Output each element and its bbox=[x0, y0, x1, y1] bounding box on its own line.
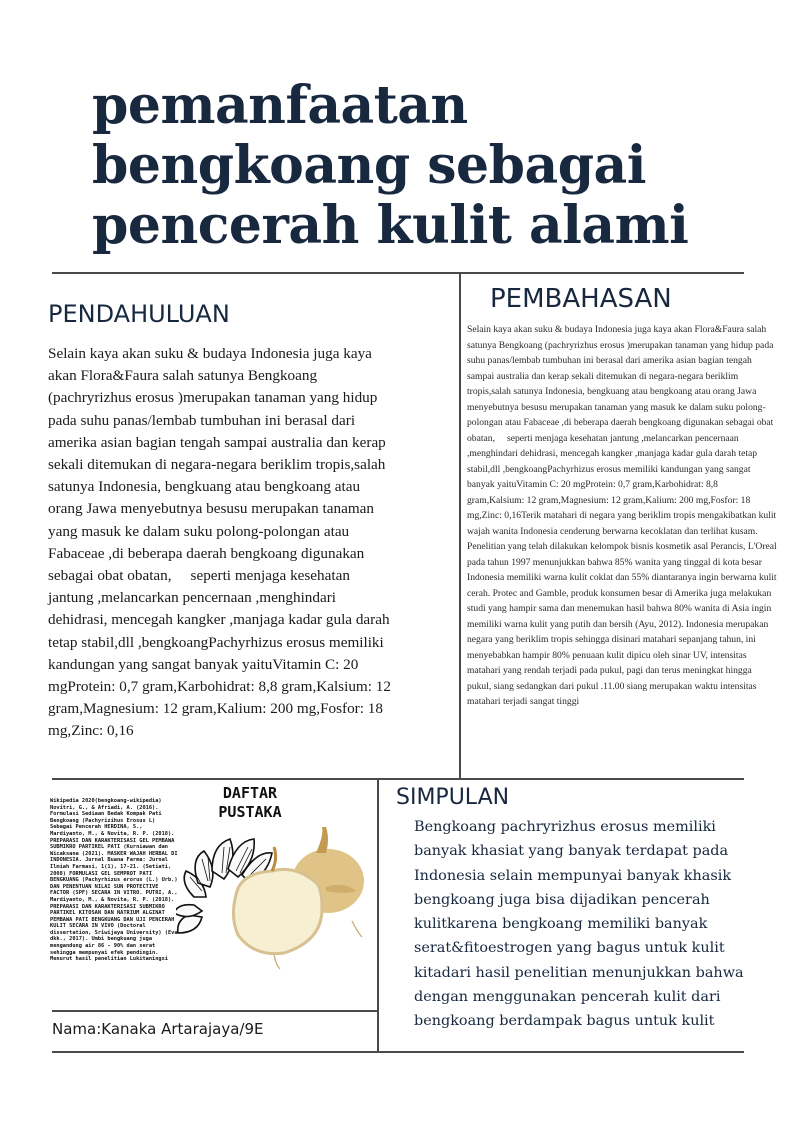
middle-divider bbox=[52, 778, 744, 780]
simpulan-text: Bengkoang pachryrizhus erosus memiliki banyak khasiat yang banyak terdapat pada Indonesia selain mempunyai banyak khasik bengkoang juga bisa dijadikan pencerah kulitkarena bengkoang memiliki banyak serat&fitoestrogen yang bagus untuk kulit kitadari hasil penelitian menunjukkan bahwa dengan menggunakan pencerah kulit dari bengkoang berdampak bagus untuk kulit bbox=[414, 819, 744, 1030]
pembahasan-text: Selain kaya akan suku & budaya Indonesia juga kaya akan Flora&Faura salah satunya Bengkoang (pachryrizhus erosus )merupakan tanaman yang hidup pada suhu panas/lembab tumbuhan ini berasal dari amerika asian bagian tengah sampai australia dan kerap sekali ditemukan di negara-negara beriklim tropis,salah satunya Indonesia, bengkuang atau bengkoang atau orang Jawa menyebutnya besusu merupakan tanaman yang masuk ke dalam suku polong-polongan atau Fabaceae ,di beberapa daerah bengkoang digunakan sebagai obat obatan, seperti menjaga kesehatan jantung ,melancarkan pencernaan ,menghindari dehidrasi, mencegah kangker ,manjaga kadar gula darah tetap stabil,dll ,bengkoangPachyrhizus erosus memiliki kandungan yang sangat banyak yaituVitamin C: 20 mgProtein: 0,7 gram,Karbohidrat: 8,8 gram,Kalsium: 12 gram,Magnesium: 12 gram,Kalium: 200 mg,Fosfor: 18 mg,Zinc: 0,16Terik matahari di negara yang beriklim tropis mengakibatkan kulit wajah wanita Indonesia cenderung berwarna kecoklatan dan terlihat kusam. Penelitian yang telah dilakukan kelompok bisnis kosmetik asal Perancis, L'Oreal pada tahun 1997 menunjukkan bahwa 85% wanita yang tinggal di kota besar Indonesia memiliki warna kulit coklat dan 55% diantaranya ingin berwarna kulit cerah. Protec and Gamble, produk konsumen besar di Amerika juga melakukan studi yang hampir sama dan menemukan hasil bahwa 80% wanita di Asia ingin memiliki warna kulit yang putih dan bersih (Ayu, 2012). Indonesia merupakan negara yang beriklim tropis sehingga disinari matahari sepanjang tahun, ini menyebabkan hampir 80% penuaan kulit dipicu oleh sinar UV, intensitas matahari yang rendah terjadi pada pukul, pagi dan terus meningkat hingga pukul, siang sedangkan dari pukul .11.00 siang merupakan waktu intensitas matahari terjadi sangat tinggi bbox=[467, 324, 780, 707]
bottom-column-divider bbox=[377, 778, 379, 1051]
reference-list: Wikipedia 2020(bengkoang-wikipedia) Novitri, G., & Afriadi, A. (2016). Formulasi Sediaan Bedak Kompak Pati Bengkoang (Pachyrizihus Erosus L) Sebagai Pencerah HERDINA, S., Mardiyanto, M., & Novita, R. P. (2018). PREPARASI DAN KARAKTERISASI GEL PEMBAWA SUBMIKRO PARTIKEL PATI (Kurniawan dan Wicaksana (2021). MASKER WAJAH HERBAL DI INDONESIA. Jurnal Buana Farma: Jurnal Ilmiah Farmasi, 1(1), 17-21. (Setiati, 2008) FORMULASI GEL SEMPROT PATI BENGKUANG (Pachyrhizus erorus (L.) Urb.) DAN PENENTUAN NILAI SUN PROTECTIVE FACTOR (SPF) SECARA IN VITRO. PUTRI, A., Mardiyanto, M., & Novita, R. P. (2018). PREPARASI DAN KARAKTERISASI SUBMIKRO PARTIKEL KITOSAN DAN NATRIUM ALGINAT PEMBAWA PATI BENGKUANG DAN UJI PENCERAH KULIT SECARA IN VIVO (Doctoral dissertation, Sriwijaya University) (Eva dkk., 2017). Umbi bengkuang juga mengandung air 86 - 90% dan serat sehingga mempunyai efek pendingin. Menurut hasil penelitian Lukitaningsi bbox=[50, 798, 178, 963]
author-name: Nama:Kanaka Artarajaya/9E bbox=[52, 1020, 264, 1038]
bengkoang-illustration bbox=[176, 825, 366, 970]
bottom-divider bbox=[52, 1051, 744, 1053]
page-title: pemanfaatan bengkoang sebagai pencerah kulit alami bbox=[92, 75, 689, 256]
simpulan-heading: SIMPULAN bbox=[396, 785, 510, 810]
name-divider bbox=[52, 1010, 377, 1012]
top-divider bbox=[52, 272, 744, 274]
daftar-pustaka-heading: DAFTAR PUSTAKA bbox=[218, 784, 282, 821]
pendahuluan-text: Selain kaya akan suku & budaya Indonesia juga kaya akan Flora&Faura salah satunya Bengkoang (pachryrizhus erosus )merupakan tanaman yang hidup pada suhu panas/lembab tumbuhan ini berasal dari amerika asian bagian tengah sampai australia dan kerap sekali ditemukan di negara-negara beriklim tropis,salah satunya Indonesia, bengkuang atau bengkoang atau orang Jawa menyebutnya besusu merupakan tanaman yang masuk ke dalam suku polong-polongan atau Fabaceae ,di beberapa daerah bengkoang digunakan sebagai obat obatan, seperti menjaga kesehatan jantung ,melancarkan pencernaan ,menghindari dehidrasi, mencegah kangker ,manjaga kadar gula darah tetap stabil,dll ,bengkoangPachyrhizus erosus memiliki kandungan yang sangat banyak yaituVitamin C: 20 mgProtein: 0,7 gram,Karbohidrat: 8,8 gram,Kalsium: 12 gram,Magnesium: 12 gram,Kalium: 200 mg,Fosfor: 18 mg,Zinc: 0,16 bbox=[48, 345, 395, 740]
column-divider bbox=[459, 272, 461, 778]
pembahasan-heading: PEMBAHASAN bbox=[490, 284, 672, 314]
pendahuluan-heading: PENDAHULUAN bbox=[48, 300, 230, 328]
